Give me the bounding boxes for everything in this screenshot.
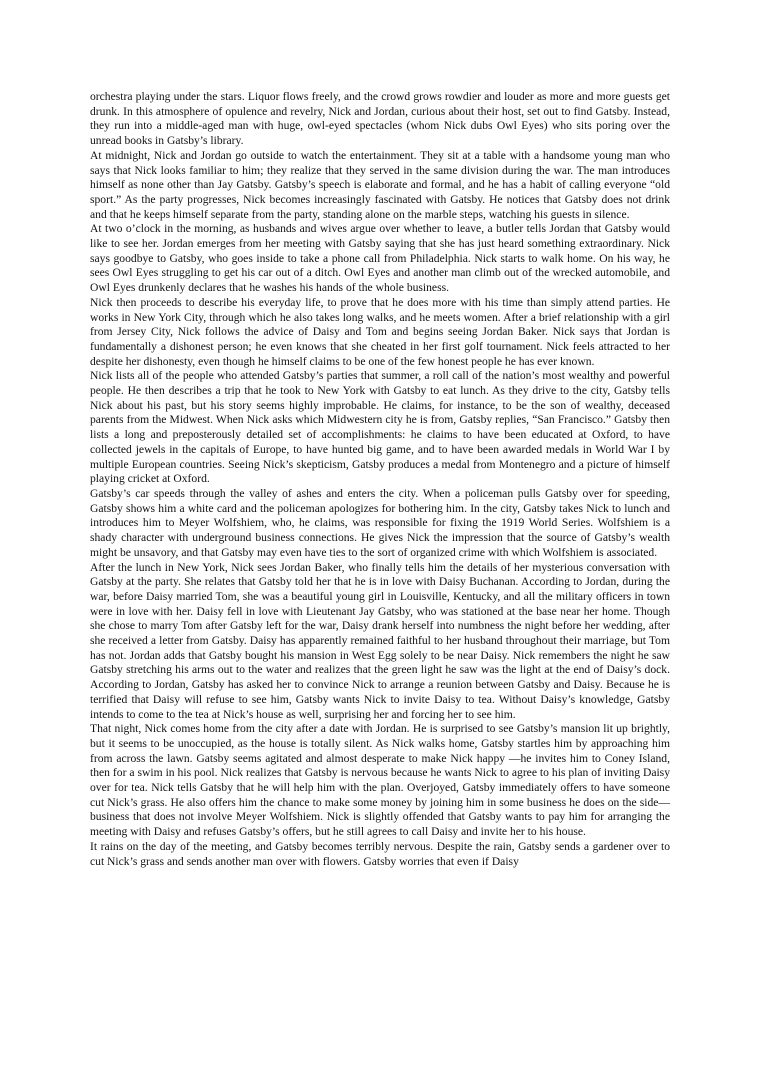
paragraph: Gatsby’s car speeds through the valley of ashes and enters the city. When a policeman pulls Gatsby over for speeding, Gatsby shows him a white card and the policeman apologizes for bothering him. In the city, Gatsby takes Nick to lunch and introduces him to Meyer Wolfshiem, who, he claims, was responsible for fixing the 1919 World Series. Wolfshiem is a shady character with underground business connections. He gives Nick the impression that the source of Gatsby’s wealth might be unsavory, and that Gatsby may even have ties to the sort of organized crime with which Wolfshiem is associated. [90,486,670,559]
paragraph: At midnight, Nick and Jordan go outside to watch the entertainment. They sit at a table with a handsome young man who says that Nick looks familiar to him; they realize that they served in the same division during the war. The man introduces himself as none other than Jay Gatsby. Gatsby’s speech is elaborate and formal, and he has a habit of calling everyone “old sport.” As the party progresses, Nick becomes increasingly fascinated with Gatsby. He notices that Gatsby does not drink and that he keeps himself separate from the party, standing alone on the marble steps, watching his guests in silence. [90,148,670,221]
paragraph: That night, Nick comes home from the city after a date with Jordan. He is surprised to see Gatsby’s mansion lit up brightly, but it seems to be unoccupied, as the house is totally silent. As Nick walks home, Gatsby startles him by approaching him from across the lawn. Gatsby seems agitated and almost desperate to make Nick happy —he invites him to Coney Island, then for a swim in his pool. Nick realizes that Gatsby is nervous because he wants Nick to agree to his plan of inviting Daisy over for tea. Nick tells Gatsby that he will help him with the plan. Overjoyed, Gatsby immediately offers to have someone cut Nick’s grass. He also offers him the chance to make some money by joining him in some business he does on the side—business that does not involve Meyer Wolfshiem. Nick is slightly offended that Gatsby wants to pay him for arranging the meeting with Daisy and refuses Gatsby’s offers, but he still agrees to call Daisy and invite her to his house. [90,722,670,839]
paragraph: After the lunch in New York, Nick sees Jordan Baker, who finally tells him the details of her mysterious conversation with Gatsby at the party. She relates that Gatsby told her that he is in love with Daisy Buchanan. According to Jordan, during the war, before Daisy married Tom, she was a beautiful young girl in Louisville, Kentucky, and all the military officers in town were in love with her. Daisy fell in love with Lieutenant Jay Gatsby, who was stationed at the base near her home. Though she chose to marry Tom after Gatsby left for the war, Daisy drank herself into numbness the night before her wedding, after she received a letter from Gatsby. Daisy has apparently remained faithful to her husband throughout their marriage, but Tom has not. Jordan adds that Gatsby bought his mansion in West Egg solely to be near Daisy. Nick remembers the night he saw Gatsby stretching his arms out to the water and realizes that the green light he saw was the light at the end of Daisy’s dock. According to Jordan, Gatsby has asked her to convince Nick to arrange a reunion between Gatsby and Daisy. Because he is terrified that Daisy will refuse to see him, Gatsby wants Nick to invite Daisy to tea. Without Daisy’s knowledge, Gatsby intends to come to the tea at Nick’s house as well, surprising her and forcing her to see him. [90,560,670,721]
paragraph: It rains on the day of the meeting, and Gatsby becomes terribly nervous. Despite the rain, Gatsby sends a gardener over to cut Nick’s grass and sends another man over with flowers. Gatsby worries that even if Daisy [90,839,670,868]
document-page [90,90,670,869]
paragraph: At two o’clock in the morning, as husbands and wives argue over whether to leave, a butler tells Jordan that Gatsby would like to see her. Jordan emerges from her meeting with Gatsby saying that she has just heard something extraordinary. Nick says goodbye to Gatsby, who goes inside to take a phone call from Philadelphia. Nick starts to walk home. On his way, he sees Owl Eyes struggling to get his car out of a ditch. Owl Eyes and another man climb out of the wrecked automobile, and Owl Eyes drunkenly declares that he washes his hands of the whole business. [90,222,670,295]
paragraph: Nick lists all of the people who attended Gatsby’s parties that summer, a roll call of the nation’s most wealthy and powerful people. He then describes a trip that he took to New York with Gatsby to eat lunch. As they drive to the city, Gatsby tells Nick about his past, but his story seems highly improbable. He claims, for instance, to be the son of wealthy, deceased parents from the Midwest. When Nick asks which Midwestern city he is from, Gatsby replies, “San Francisco.” Gatsby then lists a long and preposterously detailed set of accomplishments: he claims to have been educated at Oxford, to have collected jewels in the capitals of Europe, to have hunted big game, and to have been awarded medals in World War I by multiple European countries. Seeing Nick’s skepticism, Gatsby produces a medal from Montenegro and a picture of himself playing cricket at Oxford. [90,369,670,486]
paragraph: orchestra playing under the stars. Liquor flows freely, and the crowd grows rowdier and louder as more and more guests get drunk. In this atmosphere of opulence and revelry, Nick and Jordan, curious about their host, set out to find Gatsby. Instead, they run into a middle-aged man with huge, owl-eyed spectacles (whom Nick dubs Owl Eyes) who sits poring over the unread books in Gatsby’s library. [90,90,670,148]
paragraph: Nick then proceeds to describe his everyday life, to prove that he does more with his time than simply attend parties. He works in New York City, through which he also takes long walks, and he meets women. After a brief relationship with a girl from Jersey City, Nick follows the advice of Daisy and Tom and begins seeing Jordan Baker. Nick says that Jordan is fundamentally a dishonest person; he even knows that she cheated in her first golf tournament. Nick feels attracted to her despite her dishonesty, even though he himself claims to be one of the few honest people he has ever known. [90,295,670,368]
